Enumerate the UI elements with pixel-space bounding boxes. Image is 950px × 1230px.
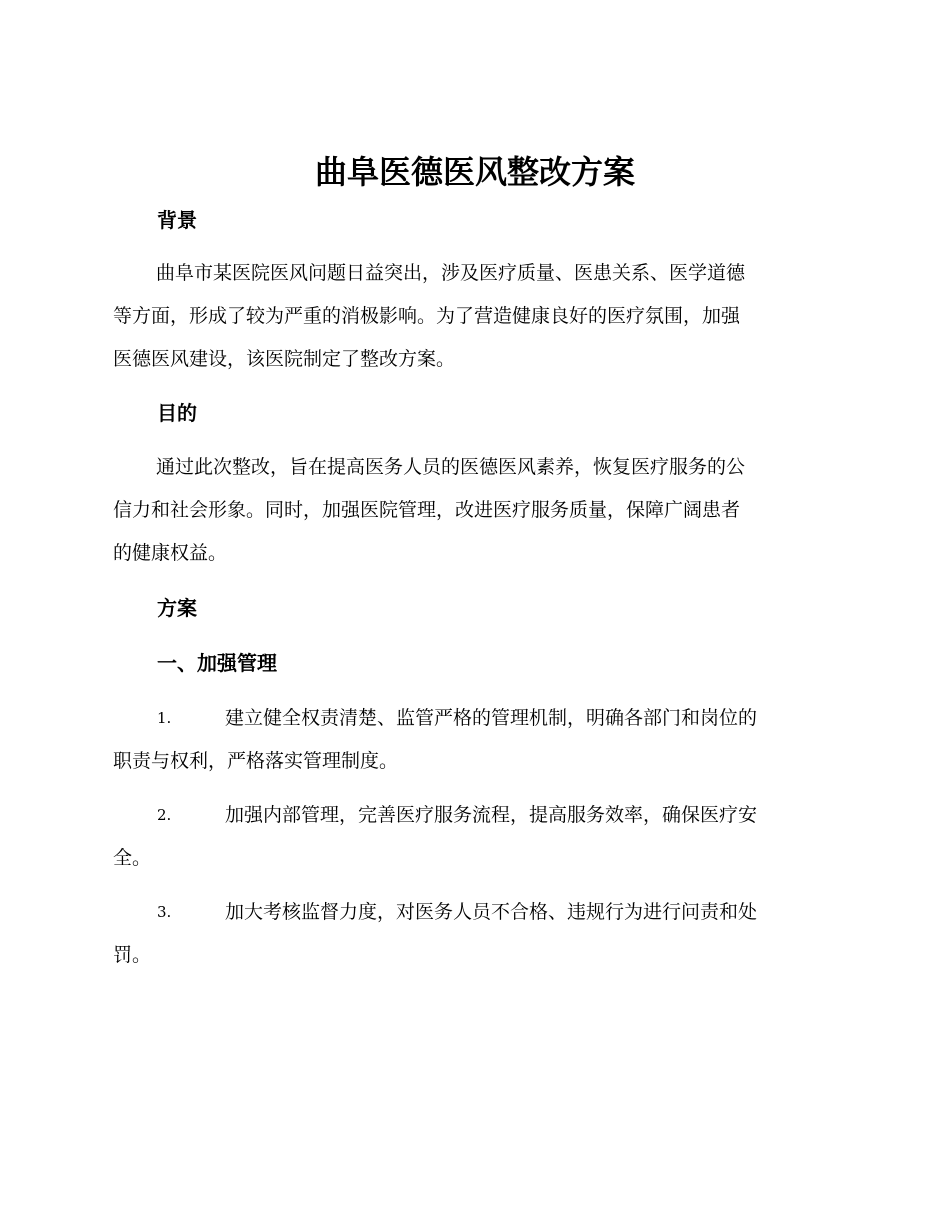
list-item-number: 3.	[157, 903, 172, 921]
list-item-text: 加大考核监督力度，对医务人员不合格、违规行为进行问责和处	[225, 901, 758, 923]
list-item	[113, 697, 833, 783]
paragraph-line: 等方面，形成了较为严重的消极影响。为了营造健康良好的医疗氛围，加强	[113, 305, 741, 327]
paragraph-line: 的健康权益。	[113, 542, 228, 564]
list-item-text-continued: 全。	[113, 847, 152, 869]
section-heading-purpose: 目的	[157, 401, 197, 425]
list-item-text-continued: 罚。	[113, 944, 152, 966]
paragraph-line: 信力和社会形象。同时，加强医院管理，改进医疗服务质量，保障广阔患者	[113, 499, 741, 521]
list-item-number: 1.	[157, 709, 172, 727]
paragraph-line: 通过此次整改，旨在提高医务人员的医德医风素养，恢复医疗服务的公	[156, 456, 746, 478]
list-item-text: 加强内部管理，完善医疗服务流程，提高服务效率，确保医疗安	[225, 804, 758, 826]
section-heading-background: 背景	[157, 208, 197, 232]
document-title: 曲阜医德医风整改方案	[314, 153, 635, 191]
list-item-text-continued: 职责与权利，严格落实管理制度。	[113, 750, 399, 772]
purpose-paragraph	[113, 446, 833, 575]
paragraph-line: 医德医风建设，该医院制定了整改方案。	[113, 348, 456, 370]
list-item	[113, 891, 833, 977]
section-heading-plan: 方案	[157, 596, 197, 620]
list-item	[113, 794, 833, 880]
list-item-text: 建立健全权责清楚、监管严格的管理机制，明确各部门和岗位的	[225, 707, 758, 729]
list-item-number: 2.	[157, 806, 172, 824]
background-paragraph	[113, 252, 833, 381]
subheading-strengthen-management: 一、加强管理	[157, 651, 277, 675]
paragraph-line: 曲阜市某医院医风问题日益突出，涉及医疗质量、医患关系、医学道德	[156, 262, 746, 284]
